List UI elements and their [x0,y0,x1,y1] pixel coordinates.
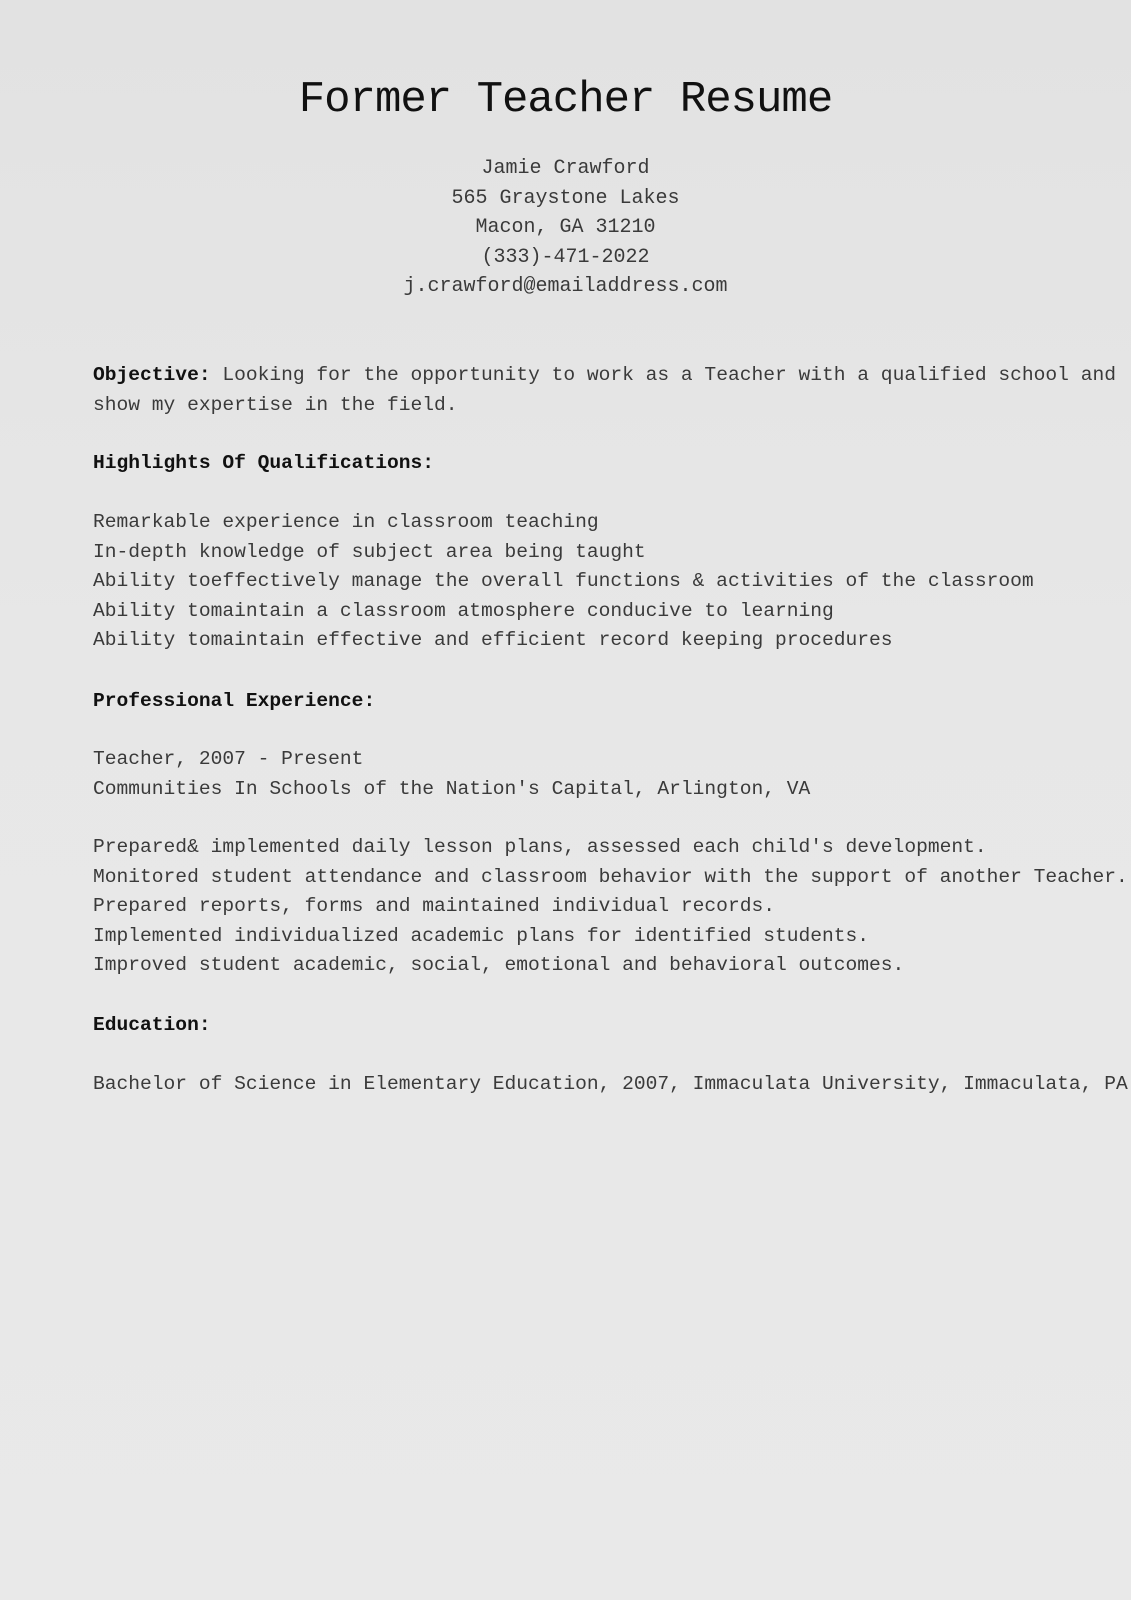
experience-heading: Professional Experience: [93,690,376,712]
contact-name: Jamie Crawford [481,157,650,180]
list-item: Ability tomaintain a classroom atmosphere conducive to learning [93,599,834,622]
experience-organization: Communities In Schools of the Nation's Capital, Arlington, VA [93,777,811,800]
objective-section [93,361,1116,420]
resume-title: Former Teacher Resume [298,75,833,125]
qualifications-list [93,508,1073,656]
list-item: Ability tomaintain effective and efficient record keeping procedures [93,629,893,651]
contact-city: Macon, GA 31210 [475,216,656,239]
experience-role-block [93,745,1073,804]
list-item: Monitored student attendance and classroom behavior with the support of another Teacher. [93,865,1128,888]
experience-role: Teacher, 2007 - Present [93,748,364,770]
objective-label: Objective: [93,364,211,386]
contact-block [0,154,1131,302]
list-item: Improved student academic, social, emotional and behavioral outcomes. [93,954,905,976]
objective-text-2: show my expertise in the field. [93,393,458,416]
experience-duties [93,833,1128,981]
qualifications-heading: Highlights Of Qualifications: [93,452,434,474]
list-item: In-depth knowledge of subject area being taught [93,540,646,563]
list-item: Remarkable experience in classroom teaching [93,511,599,533]
list-item: Prepared& implemented daily lesson plans, assessed each child's development. [93,836,987,858]
education-entry: Bachelor of Science in Elementary Education, 2007, Immaculata University, Immaculata, PA [93,1073,1128,1095]
list-item: Prepared reports, forms and maintained individual records. [93,895,775,917]
contact-email: j.crawford@emailaddress.com [403,275,728,298]
education-heading: Education: [93,1014,211,1036]
list-item: Implemented individualized academic plans for identified students. [93,924,870,947]
contact-phone: (333)-471-2022 [481,245,650,269]
list-item: Ability toeffectively manage the overall functions & activities of the classroom [93,570,1034,592]
objective-line-1 [93,361,1116,391]
contact-street: 565 Graystone Lakes [451,186,680,210]
objective-text-1: Looking for the opportunity to work as a Teacher with a qualified school and [210,364,1116,386]
